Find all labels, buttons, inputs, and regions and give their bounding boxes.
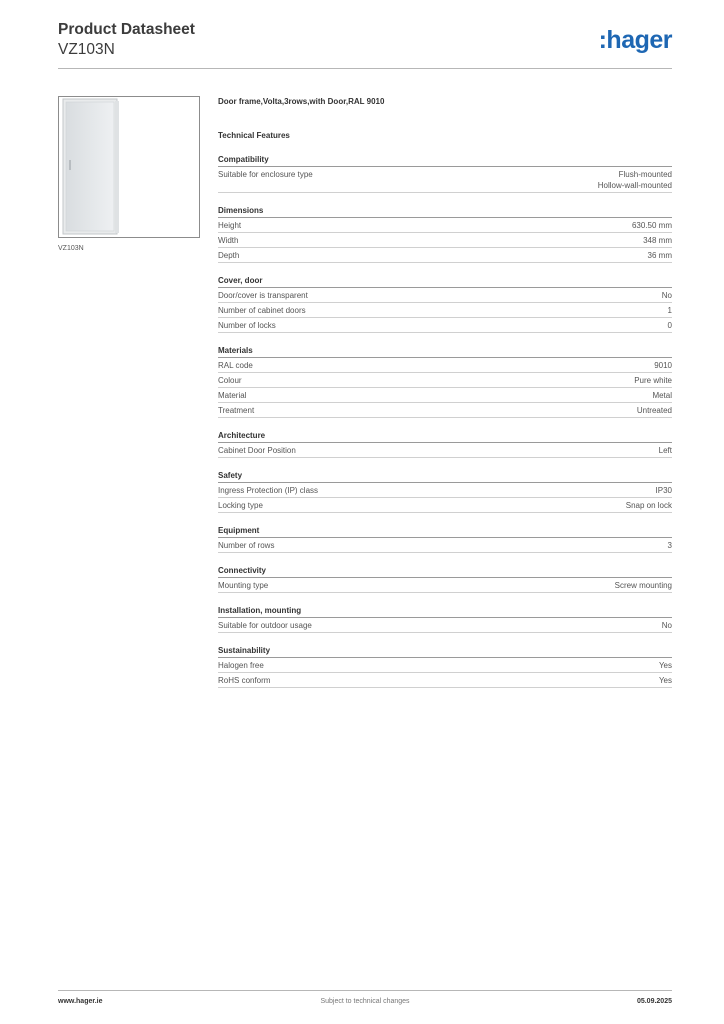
document-date: 05.09.2025 bbox=[636, 998, 672, 1005]
technical-changes-notice: Subject to technical changes bbox=[320, 998, 410, 1005]
feature-value bbox=[632, 220, 672, 231]
feature-value bbox=[662, 620, 672, 631]
feature-row bbox=[218, 388, 672, 403]
feature-value-line: 630.50 mm bbox=[631, 221, 672, 230]
feature-row bbox=[218, 673, 672, 688]
door-frame-illustration bbox=[59, 97, 199, 237]
feature-value bbox=[668, 540, 672, 551]
feature-value-line: Pure white bbox=[634, 376, 672, 385]
feature-value-line: IP30 bbox=[655, 486, 672, 495]
product-description: Door frame,Volta,3rows,with Door,RAL 9010 bbox=[218, 97, 385, 106]
feature-row bbox=[218, 483, 672, 498]
section-sustainability bbox=[218, 646, 672, 688]
section-architecture bbox=[218, 431, 672, 458]
feature-label: Cabinet Door Position bbox=[218, 446, 296, 455]
section-title: Cover, door bbox=[218, 276, 672, 288]
feature-value-line: 348 mm bbox=[643, 236, 672, 245]
feature-value-line: No bbox=[661, 621, 672, 630]
feature-value bbox=[634, 375, 672, 386]
section-connectivity bbox=[218, 566, 672, 593]
feature-row bbox=[218, 443, 672, 458]
section-title: Architecture bbox=[218, 431, 672, 443]
section-title: Sustainability bbox=[218, 646, 672, 658]
section-compatibility bbox=[218, 155, 672, 193]
feature-label: Height bbox=[218, 221, 242, 230]
feature-value bbox=[662, 290, 672, 301]
feature-value-line: No bbox=[661, 291, 672, 300]
feature-row bbox=[218, 167, 672, 193]
feature-row bbox=[218, 233, 672, 248]
feature-label: Mounting type bbox=[218, 581, 269, 590]
feature-value bbox=[668, 320, 672, 331]
feature-value bbox=[668, 305, 672, 316]
feature-sections bbox=[218, 155, 672, 688]
feature-value-line: Flush-mounted bbox=[618, 170, 672, 179]
feature-value-line: Snap on lock bbox=[625, 501, 672, 510]
product-code: VZ103N bbox=[58, 41, 115, 58]
feature-label: Ingress Protection (IP) class bbox=[218, 486, 319, 495]
feature-value-line: 36 mm bbox=[647, 251, 672, 260]
feature-value bbox=[648, 250, 672, 261]
hager-logo bbox=[599, 26, 672, 55]
feature-value bbox=[659, 660, 672, 671]
feature-row bbox=[218, 403, 672, 418]
feature-value-line: Metal bbox=[652, 391, 672, 400]
feature-value bbox=[654, 360, 672, 371]
section-cover-door bbox=[218, 276, 672, 333]
feature-value-line: 3 bbox=[667, 541, 672, 550]
section-title: Materials bbox=[218, 346, 672, 358]
feature-value-line: Yes bbox=[658, 676, 672, 685]
feature-value bbox=[659, 445, 672, 456]
feature-label: Number of rows bbox=[218, 541, 275, 550]
feature-value bbox=[659, 675, 672, 686]
feature-value bbox=[656, 485, 672, 496]
feature-label: RoHS conform bbox=[218, 676, 271, 685]
feature-value bbox=[598, 169, 672, 191]
feature-value-line: Screw mounting bbox=[614, 581, 672, 590]
section-installation-mounting bbox=[218, 606, 672, 633]
feature-row bbox=[218, 303, 672, 318]
section-title: Dimensions bbox=[218, 206, 672, 218]
feature-label: Material bbox=[218, 391, 247, 400]
product-image-caption: VZ103N bbox=[58, 245, 84, 252]
feature-label: Number of locks bbox=[218, 321, 276, 330]
page-header bbox=[58, 20, 672, 70]
feature-value bbox=[637, 405, 672, 416]
feature-label: RAL code bbox=[218, 361, 253, 370]
section-title: Installation, mounting bbox=[218, 606, 672, 618]
feature-label: Number of cabinet doors bbox=[218, 306, 306, 315]
feature-row bbox=[218, 373, 672, 388]
feature-label: Depth bbox=[218, 251, 240, 260]
feature-row bbox=[218, 498, 672, 513]
feature-label: Halogen free bbox=[218, 661, 264, 670]
technical-features-heading: Technical Features bbox=[218, 131, 290, 140]
feature-label: Treatment bbox=[218, 406, 255, 415]
feature-row bbox=[218, 618, 672, 633]
website-link[interactable]: www.hager.ie bbox=[58, 998, 103, 1005]
feature-row bbox=[218, 578, 672, 593]
section-materials bbox=[218, 346, 672, 418]
document-title: Product Datasheet bbox=[58, 21, 195, 38]
feature-label: Door/cover is transparent bbox=[218, 291, 308, 300]
section-title: Equipment bbox=[218, 526, 672, 538]
section-title: Compatibility bbox=[218, 155, 672, 167]
feature-value bbox=[643, 235, 672, 246]
datasheet-content bbox=[218, 96, 672, 688]
feature-row bbox=[218, 358, 672, 373]
feature-value-line: Hollow-wall-mounted bbox=[597, 181, 672, 190]
feature-row bbox=[218, 218, 672, 233]
feature-value bbox=[652, 390, 672, 401]
feature-row bbox=[218, 248, 672, 263]
feature-row bbox=[218, 658, 672, 673]
feature-value-line: 1 bbox=[667, 306, 672, 315]
feature-value-line: Untreated bbox=[636, 406, 672, 415]
feature-row bbox=[218, 318, 672, 333]
feature-value bbox=[626, 500, 672, 511]
feature-value-line: 0 bbox=[667, 321, 672, 330]
section-title: Connectivity bbox=[218, 566, 672, 578]
header-divider bbox=[58, 68, 672, 69]
feature-label: Colour bbox=[218, 376, 242, 385]
section-title: Safety bbox=[218, 471, 672, 483]
feature-label: Suitable for outdoor usage bbox=[218, 621, 312, 630]
product-image bbox=[58, 96, 200, 238]
feature-value bbox=[615, 580, 672, 591]
logo-text: :hager bbox=[598, 26, 672, 54]
section-equipment bbox=[218, 526, 672, 553]
section-safety bbox=[218, 471, 672, 513]
feature-row bbox=[218, 288, 672, 303]
feature-label: Locking type bbox=[218, 501, 263, 510]
feature-row bbox=[218, 538, 672, 553]
feature-value-line: Left bbox=[658, 446, 672, 455]
feature-value-line: Yes bbox=[658, 661, 672, 670]
feature-label: Width bbox=[218, 236, 239, 245]
feature-label: Suitable for enclosure type bbox=[218, 170, 313, 179]
feature-value-line: 9010 bbox=[654, 361, 672, 370]
footer-divider bbox=[58, 990, 672, 991]
section-dimensions bbox=[218, 206, 672, 263]
